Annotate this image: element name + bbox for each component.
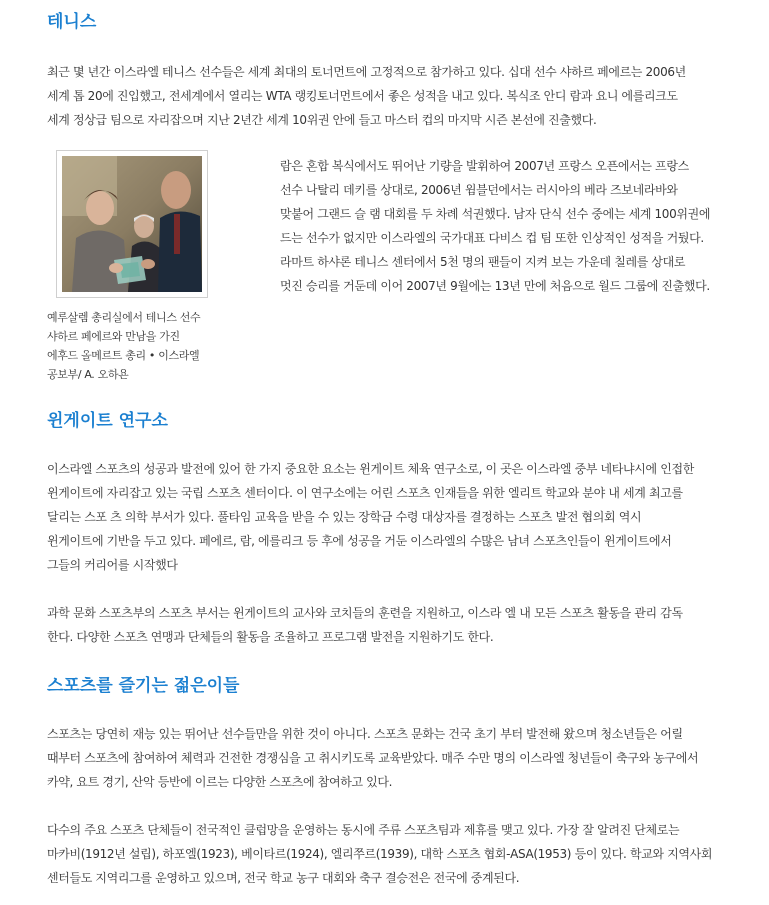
text-line: 그들의 커리어를 시작했다 xyxy=(47,558,178,572)
section-title-youth-sports: 스포츠를 즐기는 젊은이들 xyxy=(47,676,240,696)
youth-paragraph-2 xyxy=(47,818,712,890)
text-line: 한다. 다양한 스포츠 연맹과 단체들의 활동을 조율하고 프로그램 발전을 지원하기도 한다. xyxy=(47,630,494,644)
text-line: 센터들도 지역리그를 운영하고 있으며, 전국 학교 농구 대회와 축구 결승전은 전국에 중계된다. xyxy=(47,871,520,885)
text-line: 달리는 스포 츠 의학 부서가 있다. 풀타임 교육을 받을 수 있는 장학금 수령 대상자를 결정하는 스포츠 발전 협의회 역시 xyxy=(47,510,642,524)
caption-line: 공보부/ A. 오하욘 xyxy=(47,368,129,381)
text-line: 스포츠는 당연히 재능 있는 뛰어난 선수들만을 위한 것이 아니다. 스포츠 문화는 건국 초기 부터 발전해 왔으며 청소년들은 어릴 xyxy=(47,727,683,741)
text-line: 선수 나탈리 데키를 상대로, 2006년 윔블던에서는 러시아의 베라 즈보네라바와 xyxy=(280,183,678,197)
text-line: 맞붙어 그랜드 슬 램 대회를 두 차례 석권했다. 남자 단식 선수 중에는 세계 100위권에 xyxy=(280,207,711,221)
caption-line: 예루살렘 총리실에서 테니스 선수 xyxy=(47,311,201,324)
text-line: 과학 문화 스포츠부의 스포츠 부서는 윈게이트의 교사와 코치들의 훈련을 지원하고, 이스라 엘 내 모든 스포츠 활동을 관리 감독 xyxy=(47,606,683,620)
section-title-tennis: 테니스 xyxy=(47,12,97,32)
text-line: 최근 몇 년간 이스라엘 테니스 선수들은 세계 최대의 토너먼트에 고정적으로 참가하고 있다. 십대 선수 샤하르 페에르는 2006년 xyxy=(47,65,686,79)
section-title-wingate: 윈게이트 연구소 xyxy=(47,411,168,431)
text-line: 다수의 주요 스포츠 단체들이 전국적인 클럽망을 운영하는 동시에 주류 스포츠팀과 제휴를 맺고 있다. 가장 잘 알려진 단체로는 xyxy=(47,823,680,837)
text-line: 람은 혼합 복식에서도 뛰어난 기량을 발휘하여 2007년 프랑스 오픈에서는 프랑스 xyxy=(280,159,689,173)
text-line: 세계 정상급 팀으로 자리잡으며 지난 2년간 세계 10위권 안에 들고 마스터 컵의 마지막 시즌 본선에 진출했다. xyxy=(47,113,597,127)
youth-paragraph-1 xyxy=(47,722,698,794)
text-line: 이스라엘 스포츠의 성공과 발전에 있어 한 가지 중요한 요소는 윈게이트 체육 연구소로, 이 곳은 이스라엘 중부 네타냐시에 인접한 xyxy=(47,462,694,476)
text-line: 드는 선수가 없지만 이스라엘의 국가대표 다비스 컵 팀 또한 인상적인 성적을 거뒀다. xyxy=(280,231,704,245)
text-line: 카약, 요트 경기, 산악 등반에 이르는 다양한 스포츠에 참여하고 있다. xyxy=(47,775,393,789)
photo-frame xyxy=(56,150,208,298)
photo-illustration xyxy=(62,156,202,292)
text-line: 윈게이트에 자리잡고 있는 국립 스포츠 센터이다. 이 연구소에는 어린 스포츠 인재들을 위한 엘리트 학교와 분야 내 세계 최고를 xyxy=(47,486,683,500)
text-line: 때부터 스포츠에 참여하여 체력과 건전한 경쟁심을 고 취시키도록 교육받았다. 매주 수만 명의 이스라엘 청년들이 축구와 농구에서 xyxy=(47,751,699,765)
text-line: 멋진 승리를 거둔데 이어 2007년 9월에는 13년 만에 처음으로 월드 그룹에 진출했다. xyxy=(280,279,710,293)
caption-line: 샤하르 페에르와 만남을 가진 xyxy=(47,330,180,343)
text-line: 세계 톱 20에 진입했고, 전세계에서 열리는 WTA 랭킹토너먼트에서 좋은 성적을 내고 있다. 복식조 안디 람과 요니 에를리크도 xyxy=(47,89,678,103)
tennis-side-paragraph xyxy=(280,154,710,298)
wingate-paragraph-1 xyxy=(47,457,694,577)
tennis-meeting-photo xyxy=(62,156,202,292)
text-line: 윈게이트에 기반을 두고 있다. 페에르, 람, 에를리크 등 후에 성공을 거둔 이스라엘의 수많은 남녀 스포츠인들이 윈게이트에서 xyxy=(47,534,672,548)
photo-caption xyxy=(47,308,200,384)
wingate-paragraph-2 xyxy=(47,601,683,649)
caption-line: 에후드 올메르트 총리 • 이스라엘 xyxy=(47,349,200,362)
text-line: 마카비(1912년 설립), 하포엘(1923), 베이타르(1924), 엘리쭈르(1939), 대학 스포츠 협회-ASA(1953) 등이 있다. 학교와 지역사회 xyxy=(47,847,713,861)
text-line: 라마트 하샤론 테니스 센터에서 5천 명의 팬들이 지켜 보는 가운데 칠레를 상대로 xyxy=(280,255,686,269)
tennis-intro-paragraph xyxy=(47,60,686,132)
